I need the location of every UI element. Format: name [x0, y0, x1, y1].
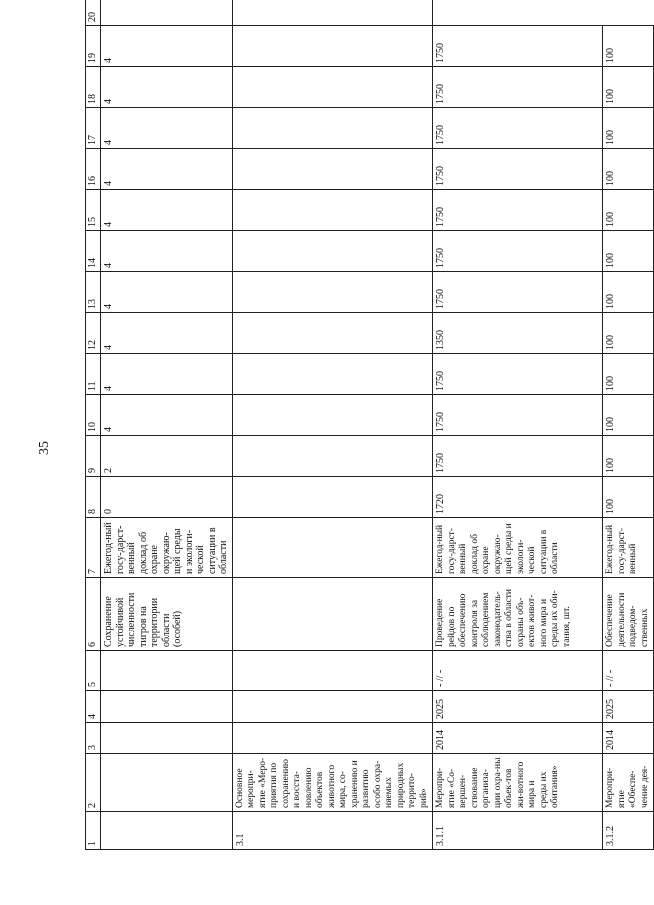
- column-number: 15: [86, 190, 101, 231]
- value-cell: 1750: [433, 436, 603, 477]
- column-number: 20: [86, 0, 101, 26]
- column-number: 10: [86, 395, 101, 436]
- end-year-cell: 2025: [433, 691, 603, 723]
- value-cell: 100: [603, 190, 654, 231]
- column-number: 19: [86, 26, 101, 67]
- table-viewport: [85, 12, 650, 850]
- value-cell: 4: [101, 354, 233, 395]
- table-cell: [232, 691, 433, 723]
- table-cell: [101, 723, 233, 754]
- table-cell: [232, 723, 433, 754]
- value-cell: 1750: [433, 354, 603, 395]
- activity-name-cell: Меропри-ятие «Со-вершен-ствование организа-ции охра-ны объек-тов жи-вотного мира и среды их обитания»: [433, 754, 603, 812]
- table-row: [101, 0, 233, 850]
- value-cell: 4: [101, 149, 233, 190]
- value-cell: 1750: [433, 149, 603, 190]
- value-cell: 4: [101, 395, 233, 436]
- indicator-name-cell: Обеспечение деятельности подведом-ственных: [603, 578, 654, 651]
- table-cell: [232, 578, 433, 651]
- table-cell: [232, 67, 433, 108]
- value-cell: 4: [101, 313, 233, 354]
- row-number-cell: 3.1.1: [433, 812, 603, 850]
- table-cell: [232, 0, 433, 26]
- column-number: 12: [86, 313, 101, 354]
- value-cell: 1750: [433, 231, 603, 272]
- table-cell: [232, 26, 433, 67]
- column-number: 14: [86, 231, 101, 272]
- value-cell: 100: [603, 149, 654, 190]
- table-cell: [101, 651, 233, 691]
- start-year-cell: 2014: [603, 723, 654, 754]
- column-number: 18: [86, 67, 101, 108]
- column-number: 9: [86, 436, 101, 477]
- value-cell: 1750: [433, 272, 603, 313]
- value-cell: 1350: [433, 313, 603, 354]
- column-number: 3: [86, 723, 101, 754]
- value-cell: 4: [101, 108, 233, 149]
- table-row: [232, 0, 433, 850]
- value-cell: 100: [603, 395, 654, 436]
- table-cell: [232, 313, 433, 354]
- column-number: 16: [86, 149, 101, 190]
- value-cell: 100: [603, 67, 654, 108]
- table-cell: [232, 231, 433, 272]
- table-cell: [101, 754, 233, 812]
- rotated-table-container: [85, 12, 650, 850]
- activity-name-cell: Основное меропри-ятие «Меро-приятия по сохранению и восста-новлению объектов животного мира, со-хранению и развитию особо охра-няемых природных террито-рий»: [232, 754, 433, 812]
- column-number-row: [86, 0, 101, 850]
- indicator-name-cell: Проведение рейдов по обеспечению контроля за соблюдением законодатель-ства в области охраны объ-ектов живот-ного мира и среды их оби-тания, шт.: [433, 578, 603, 651]
- source-cell: Ежегод-ный госу-дарст-венный: [603, 518, 654, 578]
- value-cell: 100: [603, 354, 654, 395]
- indicator-name-cell: Сохранение устойчивой численности тигров на территории области (особей): [101, 578, 233, 651]
- value-cell: 100: [603, 436, 654, 477]
- value-cell: 4: [101, 231, 233, 272]
- row-number-cell: 3.1.2: [603, 812, 654, 850]
- value-cell: 4: [101, 67, 233, 108]
- table-cell: [232, 395, 433, 436]
- table-cell: [232, 190, 433, 231]
- table-cell: [232, 477, 433, 518]
- table-row: [433, 0, 603, 850]
- row-number-cell: 3.1: [232, 812, 433, 850]
- activity-name-cell: Меропри-ятие «Обеспе-чение дея-: [603, 754, 654, 812]
- column-number: 6: [86, 578, 101, 651]
- table-cell: [101, 691, 233, 723]
- program-table: [85, 0, 654, 850]
- value-cell: 4: [101, 26, 233, 67]
- table-cell: [232, 436, 433, 477]
- source-cell: Ежегод-ный госу-дарст-венный доклад об охране окружаю-щей среды и экологи-ческой ситуации в области: [433, 518, 603, 578]
- value-cell: 1750: [433, 108, 603, 149]
- page-number: 35: [37, 441, 52, 455]
- value-cell: 100: [603, 477, 654, 518]
- end-year-cell: 2025: [603, 691, 654, 723]
- column-number: 11: [86, 354, 101, 395]
- table-row: [603, 0, 654, 850]
- table-cell: [232, 518, 433, 578]
- table-cell: [232, 149, 433, 190]
- value-cell: 100: [603, 26, 654, 67]
- table-cell: [232, 108, 433, 149]
- value-cell: 2: [101, 436, 233, 477]
- column-number: 17: [86, 108, 101, 149]
- value-cell: 100: [603, 313, 654, 354]
- value-cell: 4: [101, 272, 233, 313]
- value-cell: 100: [603, 272, 654, 313]
- table-cell: [232, 354, 433, 395]
- value-cell: 1750: [433, 67, 603, 108]
- value-cell: 100: [603, 231, 654, 272]
- column-number: 5: [86, 651, 101, 691]
- column-number: 2: [86, 754, 101, 812]
- value-cell: 1750: [433, 190, 603, 231]
- column-number: 1: [86, 812, 101, 850]
- source-cell: Ежегод-ный госу-дарст-венный доклад об охране окружаю-щей среды и экологи-ческой ситуации в области: [101, 518, 233, 578]
- value-cell: 100: [603, 108, 654, 149]
- table-cell: [101, 812, 233, 850]
- value-cell: 0: [101, 477, 233, 518]
- column-number: 4: [86, 691, 101, 723]
- value-cell: 1750: [433, 395, 603, 436]
- value-cell: 1720: [433, 477, 603, 518]
- value-cell: 1750: [433, 26, 603, 67]
- ditto-cell: - // -: [603, 651, 654, 691]
- column-number: 13: [86, 272, 101, 313]
- ditto-cell: - // -: [433, 651, 603, 691]
- column-number: 8: [86, 477, 101, 518]
- table-cell: [232, 651, 433, 691]
- column-number: 7: [86, 518, 101, 578]
- value-cell: 4: [101, 190, 233, 231]
- table-cell: [232, 272, 433, 313]
- start-year-cell: 2014: [433, 723, 603, 754]
